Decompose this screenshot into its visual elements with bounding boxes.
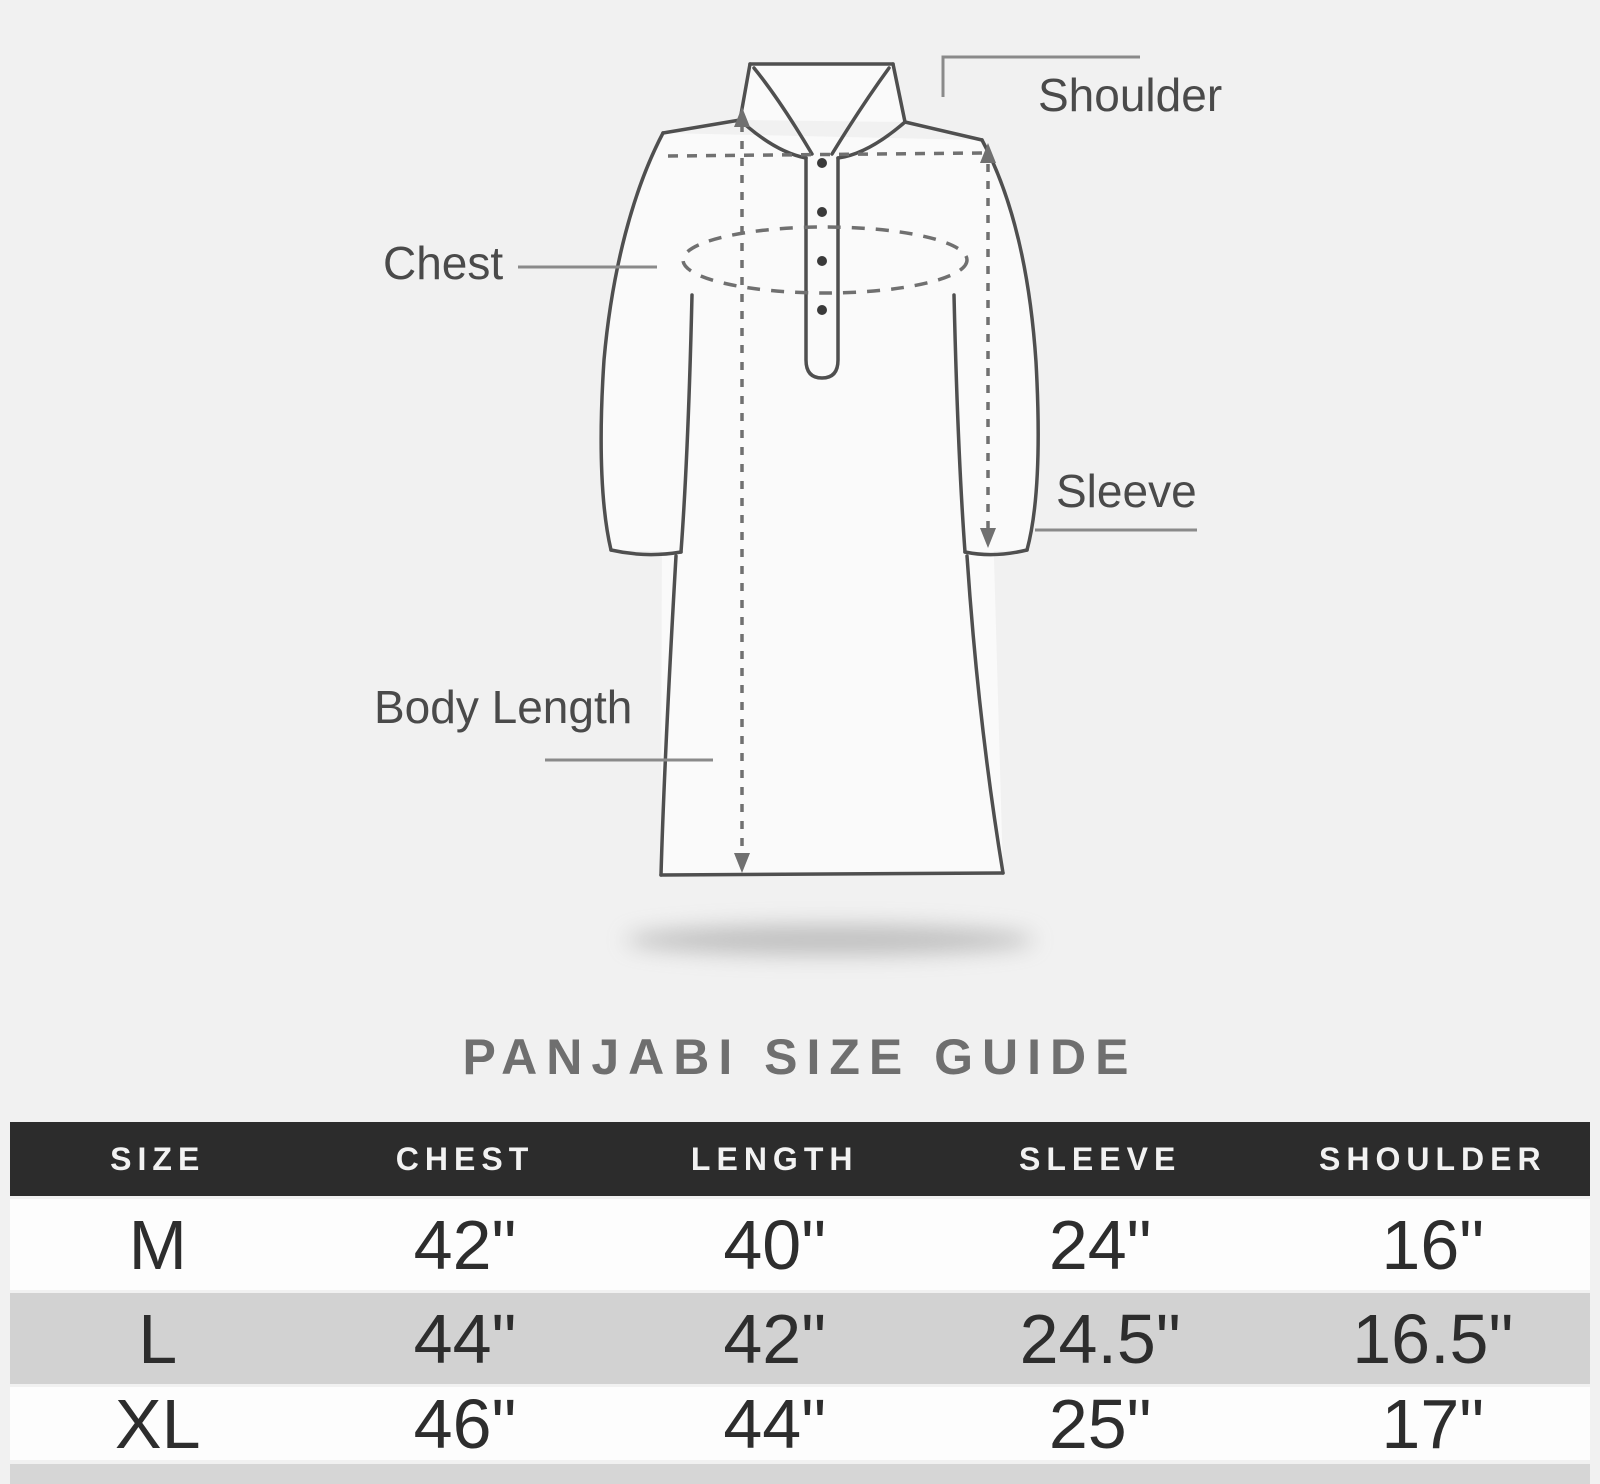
cut-off-row-strip: [10, 1464, 1590, 1484]
cell-sleeve: 24": [1048, 1205, 1152, 1284]
cell-chest: 46": [413, 1384, 517, 1463]
cell-length: 42": [723, 1299, 827, 1378]
page-title: PANJABI SIZE GUIDE: [462, 1029, 1138, 1085]
cell-shoulder: 17": [1381, 1384, 1485, 1463]
cell-size: XL: [114, 1384, 201, 1463]
cell-size: L: [138, 1299, 178, 1378]
cell-chest: 42": [413, 1205, 517, 1284]
column-header-size: SIZE: [110, 1140, 206, 1177]
cell-sleeve: 24.5": [1019, 1299, 1181, 1378]
cell-length: 44": [723, 1384, 827, 1463]
table-row-m: [10, 1196, 1590, 1290]
column-header-length: LENGTH: [690, 1140, 859, 1177]
size-table: [10, 1122, 1590, 1463]
cell-shoulder: 16.5": [1352, 1299, 1514, 1378]
chest-label: Chest: [383, 237, 504, 289]
cell-length: 40": [723, 1205, 827, 1284]
size-table-header: [10, 1122, 1590, 1196]
body-length-label: Body Length: [374, 681, 633, 733]
column-header-sleeve: SLEEVE: [1019, 1140, 1182, 1177]
column-header-shoulder: SHOULDER: [1318, 1140, 1547, 1177]
cell-shoulder: 16": [1381, 1205, 1485, 1284]
column-header-chest: CHEST: [395, 1140, 535, 1177]
shoulder-label: Shoulder: [1038, 69, 1223, 121]
table-row-xl: [10, 1384, 1590, 1463]
cell-sleeve: 25": [1048, 1384, 1152, 1463]
table-row-l: [10, 1290, 1590, 1384]
garment-shadow: [625, 925, 1035, 955]
cell-chest: 44": [413, 1299, 517, 1378]
sleeve-label: Sleeve: [1056, 465, 1197, 517]
cell-size: M: [128, 1205, 187, 1284]
